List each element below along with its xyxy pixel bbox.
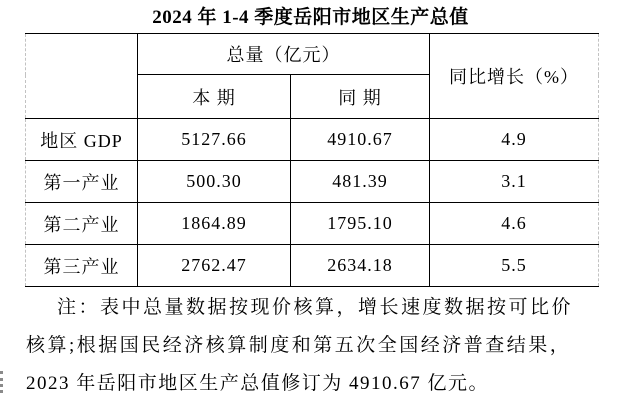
same-period-value: 1795.10 xyxy=(291,203,430,245)
page-title: 2024 年 1-4 季度岳阳市地区生产总值 xyxy=(152,7,469,28)
table-header-row-1 xyxy=(26,34,599,75)
footnote-line-2: 核算;根据国民经济核算制度和第五次全国经济普查结果， xyxy=(26,335,572,356)
header-same-period: 同 期 xyxy=(291,75,430,119)
footnote-line-3: 2023 年岳阳市地区生产总值修订为 4910.67 亿元。 xyxy=(26,373,490,394)
growth-value: 5.5 xyxy=(430,245,599,287)
table-row-tertiary-industry xyxy=(26,245,599,287)
growth-value: 3.1 xyxy=(430,161,599,203)
table-row-primary-industry xyxy=(26,161,599,203)
header-total-amount: 总量（亿元） xyxy=(138,34,430,75)
table-row-secondary-industry xyxy=(26,203,599,245)
header-yoy-growth: 同比增长（%） xyxy=(430,34,599,119)
table-row-regional-gdp xyxy=(26,119,599,161)
row-label: 第三产业 xyxy=(26,245,138,287)
gdp-table xyxy=(25,33,599,287)
current-period-value: 1864.89 xyxy=(138,203,291,245)
page-boundary-dots xyxy=(0,371,3,393)
header-current-period: 本 期 xyxy=(138,75,291,119)
header-empty-cell xyxy=(26,34,138,119)
same-period-value: 2634.18 xyxy=(291,245,430,287)
growth-value: 4.9 xyxy=(430,119,599,161)
growth-value: 4.6 xyxy=(430,203,599,245)
footnote xyxy=(26,289,602,403)
same-period-value: 4910.67 xyxy=(291,119,430,161)
row-label: 第二产业 xyxy=(26,203,138,245)
current-period-value: 500.30 xyxy=(138,161,291,203)
current-period-value: 5127.66 xyxy=(138,119,291,161)
row-label: 地区 GDP xyxy=(26,119,138,161)
current-period-value: 2762.47 xyxy=(138,245,291,287)
same-period-value: 481.39 xyxy=(291,161,430,203)
footnote-line-1: 注：表中总量数据按现价核算，增长速度数据按可比价 xyxy=(57,297,574,318)
row-label: 第一产业 xyxy=(26,161,138,203)
